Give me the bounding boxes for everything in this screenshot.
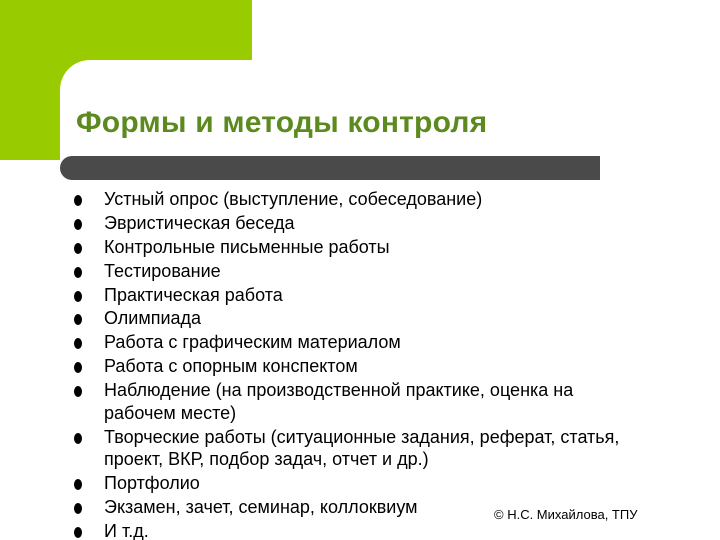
- bullet-icon: [74, 503, 82, 514]
- bullet-list: [74, 188, 644, 540]
- list-item-text: Эвристическая беседа: [104, 212, 295, 233]
- list-item-text: Контрольные письменные работы: [104, 236, 390, 257]
- copyright-text: © Н.С. Михайлова, ТПУ: [494, 507, 638, 522]
- bullet-icon: [74, 433, 82, 444]
- bullet-icon: [74, 314, 82, 325]
- list-item-text: Устный опрос (выступление, собеседование): [104, 189, 483, 209]
- list-item-text: Творческие работы (ситуационные задания, реферат, статья, проект, ВКР, подбор задач, отчет и др.): [104, 426, 620, 470]
- list-item: [74, 472, 644, 495]
- bullet-icon: [74, 386, 82, 397]
- list-item-text: Практическая работа: [104, 284, 283, 305]
- list-item: [74, 355, 644, 378]
- list-item-text: Тестирование: [104, 260, 221, 281]
- bullet-icon: [74, 195, 82, 206]
- list-item-text: Работа с опорным конспектом: [104, 356, 358, 377]
- bullet-icon: [74, 243, 82, 254]
- bullet-icon: [74, 291, 82, 302]
- list-item: [74, 188, 644, 211]
- slide-title: Формы и методы контроля: [76, 106, 488, 139]
- title-underline-bar: [60, 156, 600, 180]
- list-item: [74, 426, 644, 471]
- list-item: [74, 520, 644, 540]
- list-item: [74, 236, 644, 259]
- bullet-icon: [74, 479, 82, 490]
- bullet-icon: [74, 362, 82, 373]
- list-item: [74, 307, 644, 330]
- bullet-icon: [74, 527, 82, 538]
- bullet-icon: [74, 219, 82, 230]
- list-item-text: Портфолио: [104, 472, 200, 493]
- list-item: [74, 379, 644, 424]
- list-item-text: Наблюдение (на производственной практике, оценка на рабочем месте): [104, 380, 574, 423]
- list-item: [74, 284, 644, 307]
- bullet-icon: [74, 338, 82, 349]
- list-item: [74, 331, 644, 354]
- list-item: [74, 212, 644, 235]
- list-item-text: Работа с графическим материалом: [104, 332, 401, 353]
- list-item-text: Олимпиада: [104, 308, 202, 329]
- list-item-text: И т.д.: [104, 520, 149, 540]
- bullet-icon: [74, 267, 82, 278]
- list-item: [74, 260, 644, 283]
- list-item-text: Экзамен, зачет, семинар, коллоквиум: [104, 496, 418, 517]
